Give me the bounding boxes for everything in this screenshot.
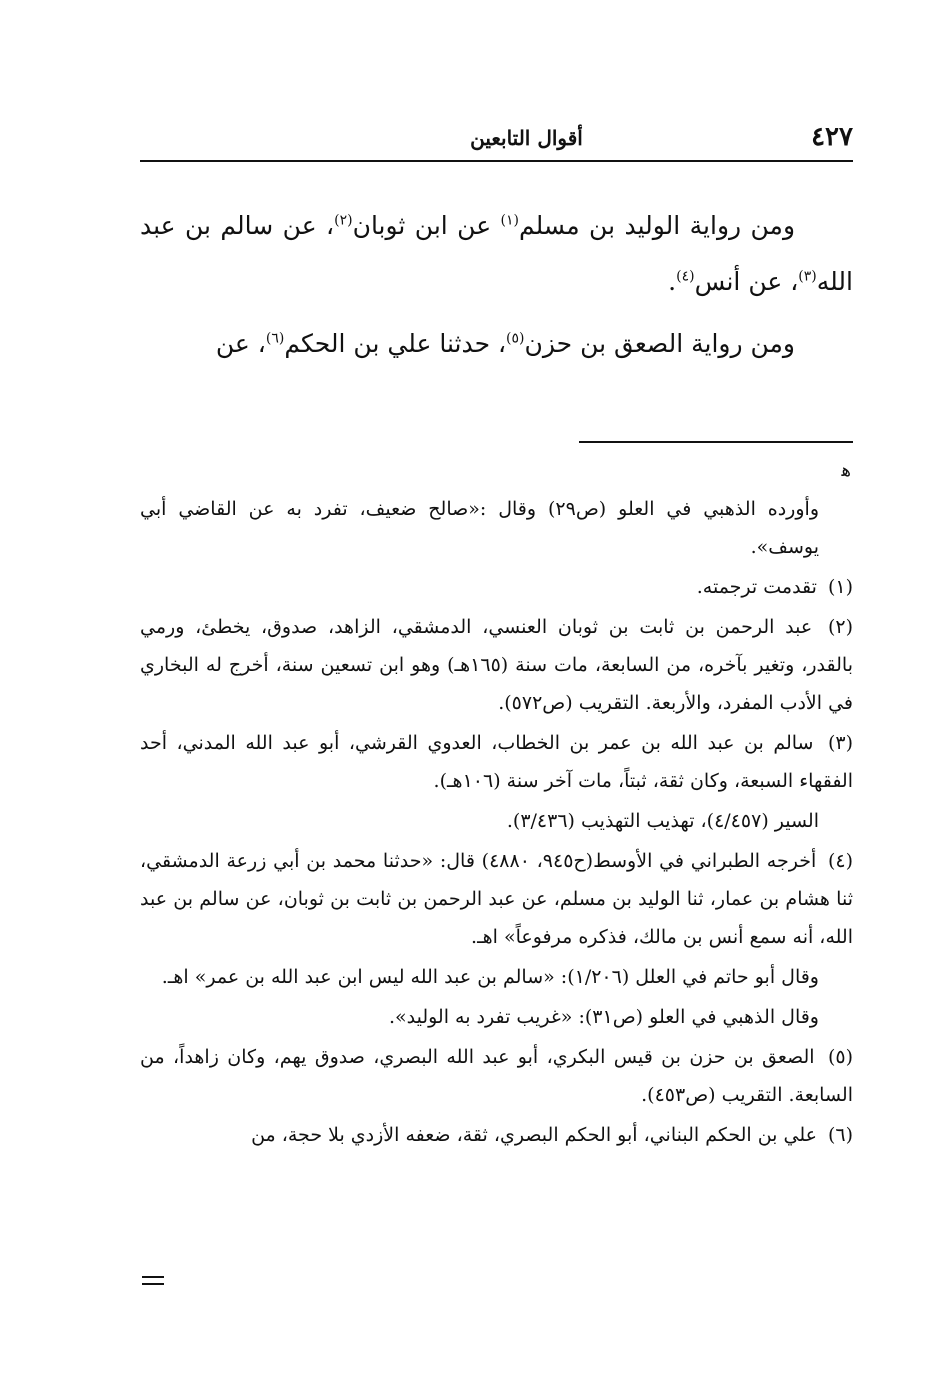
footnote-ref-2[interactable]: (٢) [334,212,353,229]
text-run: ، عن سالم بن عبد الله [140,211,853,296]
footnote-3-continuation: السير (٤/٤٥٧)، تهذيب التهذيب (٣/٤٣٦). [506,810,819,832]
footnote-text: علي بن الحكم البناني، أبو الحكم البصري، ثقة، ضعفه الأزدي بلا حجة، من [251,1124,817,1146]
footnote-text: الصعق بن حزن بن قيس البكري، أبو عبد الله البصري، صدوق يهم، وكان زاهداً، من السابعة. التقريب (ص٤٥٣). [140,1046,853,1106]
footnote-number: (٦) [827,1124,853,1146]
text-run: . [668,267,677,296]
footnotes [140,490,853,1156]
continuation-mark-icon: ﻫ [841,460,851,481]
text-run: ، عن أنس [694,267,799,296]
footnote-5 [140,1038,853,1114]
continued-equals-icon [142,1276,164,1290]
text-run: عن ابن ثوبان [352,211,501,240]
footnote-text: تقدمت ترجمته. [696,576,817,598]
footnote-text: سالم بن عبد الله بن عمر بن الخطاب، العدوي القرشي، أبو عبد الله المدني، أحد الفقهاء السبعة، وكان ثقة، ثبتاً، مات آخر سنة (١٠٦هـ). [140,732,853,792]
footnote-2 [140,608,853,722]
footnote-separator [579,441,853,443]
footnote-1 [140,568,853,606]
text-run: ، حدثنا علي بن الحكم [284,329,507,358]
footnote-ref-3[interactable]: (٣) [798,268,817,285]
footnote-text: أخرجه الطبراني في الأوسط(ح٩٤٥، ٤٨٨٠) قال: «حدثنا محمد بن أبي زرعة الدمشقي، ثنا هشام بن عمار، ثنا الوليد بن مسلم، عن عبد الرحمن بن ثابت بن ثوبان، عن سالم بن عبد الله، أنه سمع أنس بن مالك، فذكره مرفوعاً» اهـ. [140,850,853,948]
main-text [140,198,853,378]
footnote-continuation: وأورده الذهبي في العلو (ص٢٩) وقال :«صالح ضعيف، تفرد به عن القاضي أبي يوسف». [140,498,819,558]
footnote-number: (٥) [827,1046,853,1068]
footnote-6 [140,1116,853,1154]
footnote-4-continuation-2: وقال الذهبي في العلو (ص٣١): «غريب تفرد به الوليد». [388,1006,819,1028]
footnote-4-continuation-1: وقال أبو حاتم في العلل (١/٢٠٦): «سالم بن عبد الله ليس ابن عبد الله بن عمر» اهـ. [161,966,819,988]
page-number: ٤٢٧ [811,122,853,152]
footnote-number: (٢) [827,616,853,638]
page-header [140,122,853,162]
footnote-ref-6[interactable]: (٦) [265,330,285,347]
text-run: ومن رواية الوليد بن مسلم [519,211,796,240]
footnote-text: عبد الرحمن بن ثابت بن ثوبان العنسي، الدمشقي، الزاهد، صدوق، يخطئ، ورمي بالقدر، وتغير بآخره، من السابعة، مات سنة (١٦٥هـ) وهو ابن تسعين سنة، أخرج له البخاري في الأدب المفرد، والأربعة. التقريب (ص٥٧٢). [140,616,853,714]
text-run: ومن رواية الصعق بن حزن [524,329,795,358]
paragraph-2 [140,316,853,372]
header-rule [140,160,853,162]
footnote-ref-1[interactable]: (١) [500,212,520,229]
footnote-ref-5[interactable]: (٥) [506,330,525,347]
running-title: أقوال التابعين [470,126,583,150]
footnote-number: (٤) [827,850,853,872]
text-run: ، عن [215,329,266,358]
footnote-4 [140,842,853,956]
footnote-number: (٣) [827,732,853,754]
footnote-3 [140,724,853,800]
paragraph-1 [140,198,853,310]
footnote-number: (١) [827,576,853,598]
footnote-ref-4[interactable]: (٤) [676,268,695,285]
